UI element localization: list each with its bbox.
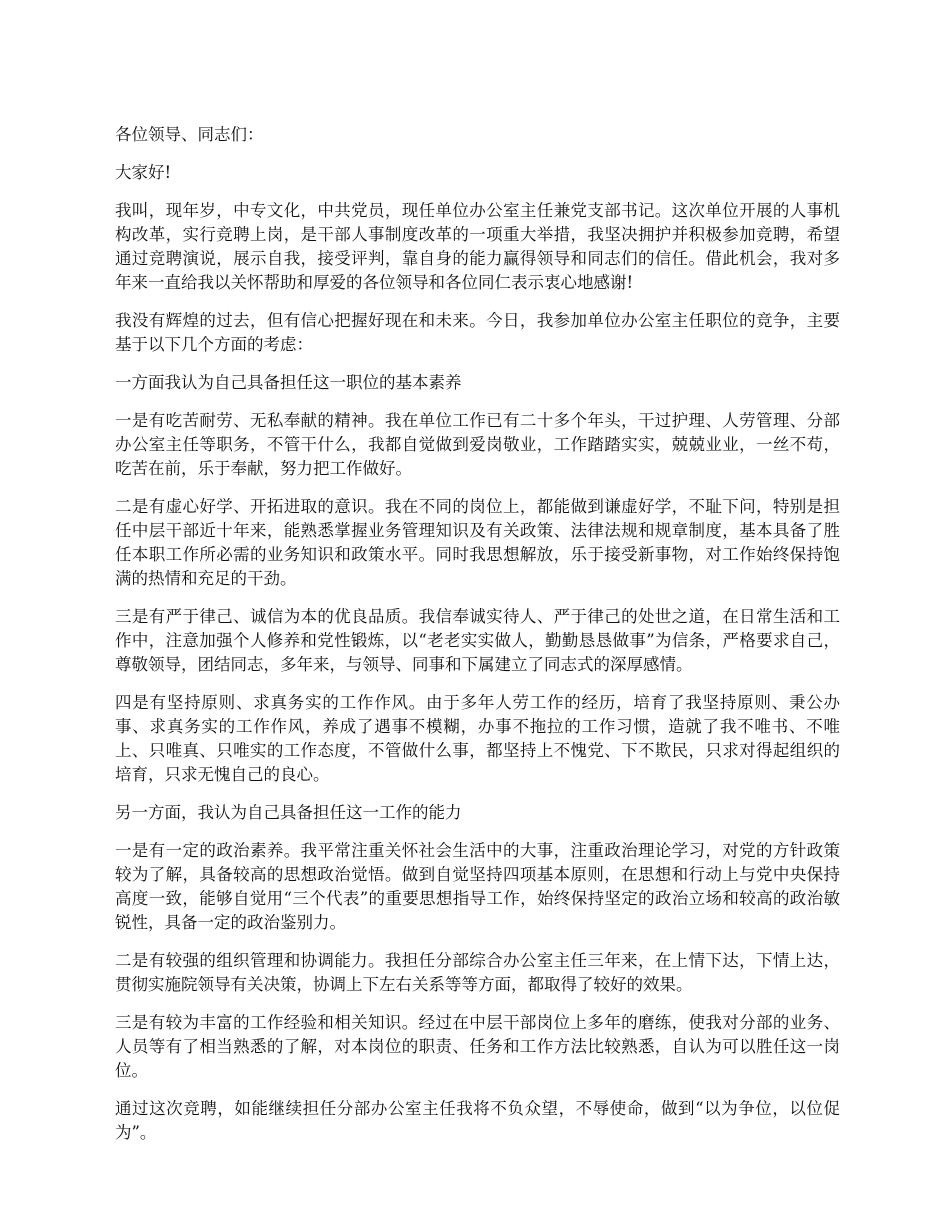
paragraph-quality-4: 四是有坚持原则、求真务实的工作作风。由于多年人劳工作的经历，培育了我坚持原则、秉公办事、求真务实的工作作风，养成了遇事不模糊，办事不拖拉的工作习惯，造就了我不唯书、不唯上、只唯真、只唯实的工作态度，不管做什么事，都坚持上不愧党、下不欺民，只求对得起组织的培育，只求无愧自己的良心。	[115, 693, 840, 784]
salutation: 各位领导、同志们：	[115, 125, 264, 144]
document-body	[115, 123, 840, 1159]
greeting: 大家好!	[115, 163, 172, 182]
section-heading-qualities: 一方面我认为自己具备担任这一职位的基本素养	[115, 373, 462, 392]
paragraph-ability-2: 二是有较强的组织管理和协调能力。我担任分部综合办公室主任三年来，在上情下达，下情上达，贯彻实施院领导有关决策，协调上下左右关系等等方面，都取得了较好的效果。	[115, 951, 840, 994]
paragraph-quality-2: 二是有虚心好学、开拓进取的意识。我在不同的岗位上，都能做到谦虚好学，不耻下问，特别是担任中层干部近十年来，能熟悉掌握业务管理知识及有关政策、法律法规和规章制度，基本具备了胜任本职工作所必需的业务知识和政策水平。同时我思想解放，乐于接受新事物，对工作始终保持饱满的热情和充足的干劲。	[115, 497, 840, 588]
section-heading-abilities: 另一方面，我认为自己具备担任这一工作的能力	[115, 803, 462, 822]
paragraph-ability-3: 三是有较为丰富的工作经验和相关知识。经过在中层干部岗位上多年的磨练，使我对分部的业务、人员等有了相当熟悉的了解，对本岗位的职责、任务和工作方法比较熟悉，自认为可以胜任这一岗位。	[115, 1013, 840, 1080]
paragraph-closing: 通过这次竞聘，如能继续担任分部办公室主任我将不负众望，不辱使命，做到“以为争位，以位促为”。	[115, 1099, 840, 1142]
paragraph-ability-1: 一是有一定的政治素养。我平常注重关怀社会生活中的大事，注重政治理论学习，对党的方针政策较为了解，具备较高的思想政治觉悟。做到自觉坚持四项基本原则，在思想和行动上与党中央保持高度一致，能够自觉用“三个代表”的重要思想指导工作，始终保持坚定的政治立场和较高的政治敏锐性，具备一定的政治鉴别力。	[115, 841, 840, 932]
paragraph-quality-3: 三是有严于律己、诚信为本的优良品质。我信奉诚实待人、严于律己的处世之道，在日常生活和工作中，注意加强个人修养和党性锻炼，以“老老实实做人，勤勤恳恳做事”为信条，严格要求自己，尊敬领导，团结同志，多年来，与领导、同事和下属建立了同志式的深厚感情。	[115, 607, 840, 674]
paragraph-motivation: 我没有辉煌的过去，但有信心把握好现在和未来。今日，我参加单位办公室主任职位的竞争，主要基于以下几个方面的考虑：	[115, 311, 840, 354]
paragraph-intro: 我叫，现年岁，中专文化，中共党员，现任单位办公室主任兼党支部书记。这次单位开展的人事机构改革，实行竞聘上岗，是干部人事制度改革的一项重大举措，我坚决拥护并积极参加竞聘，希望通过竞聘演说，展示自我，接受评判，靠自身的能力赢得领导和同志们的信任。借此机会，我对多年来一直给我以关怀帮助和厚爱的各位领导和各位同仁表示衷心地感谢!	[115, 201, 840, 292]
paragraph-quality-1: 一是有吃苦耐劳、无私奉献的精神。我在单位工作已有二十多个年头，干过护理、人劳管理、分部办公室主任等职务，不管干什么，我都自觉做到爱岗敬业，工作踏踏实实，兢兢业业，一丝不苟，吃苦在前，乐于奉献，努力把工作做好。	[115, 411, 840, 478]
